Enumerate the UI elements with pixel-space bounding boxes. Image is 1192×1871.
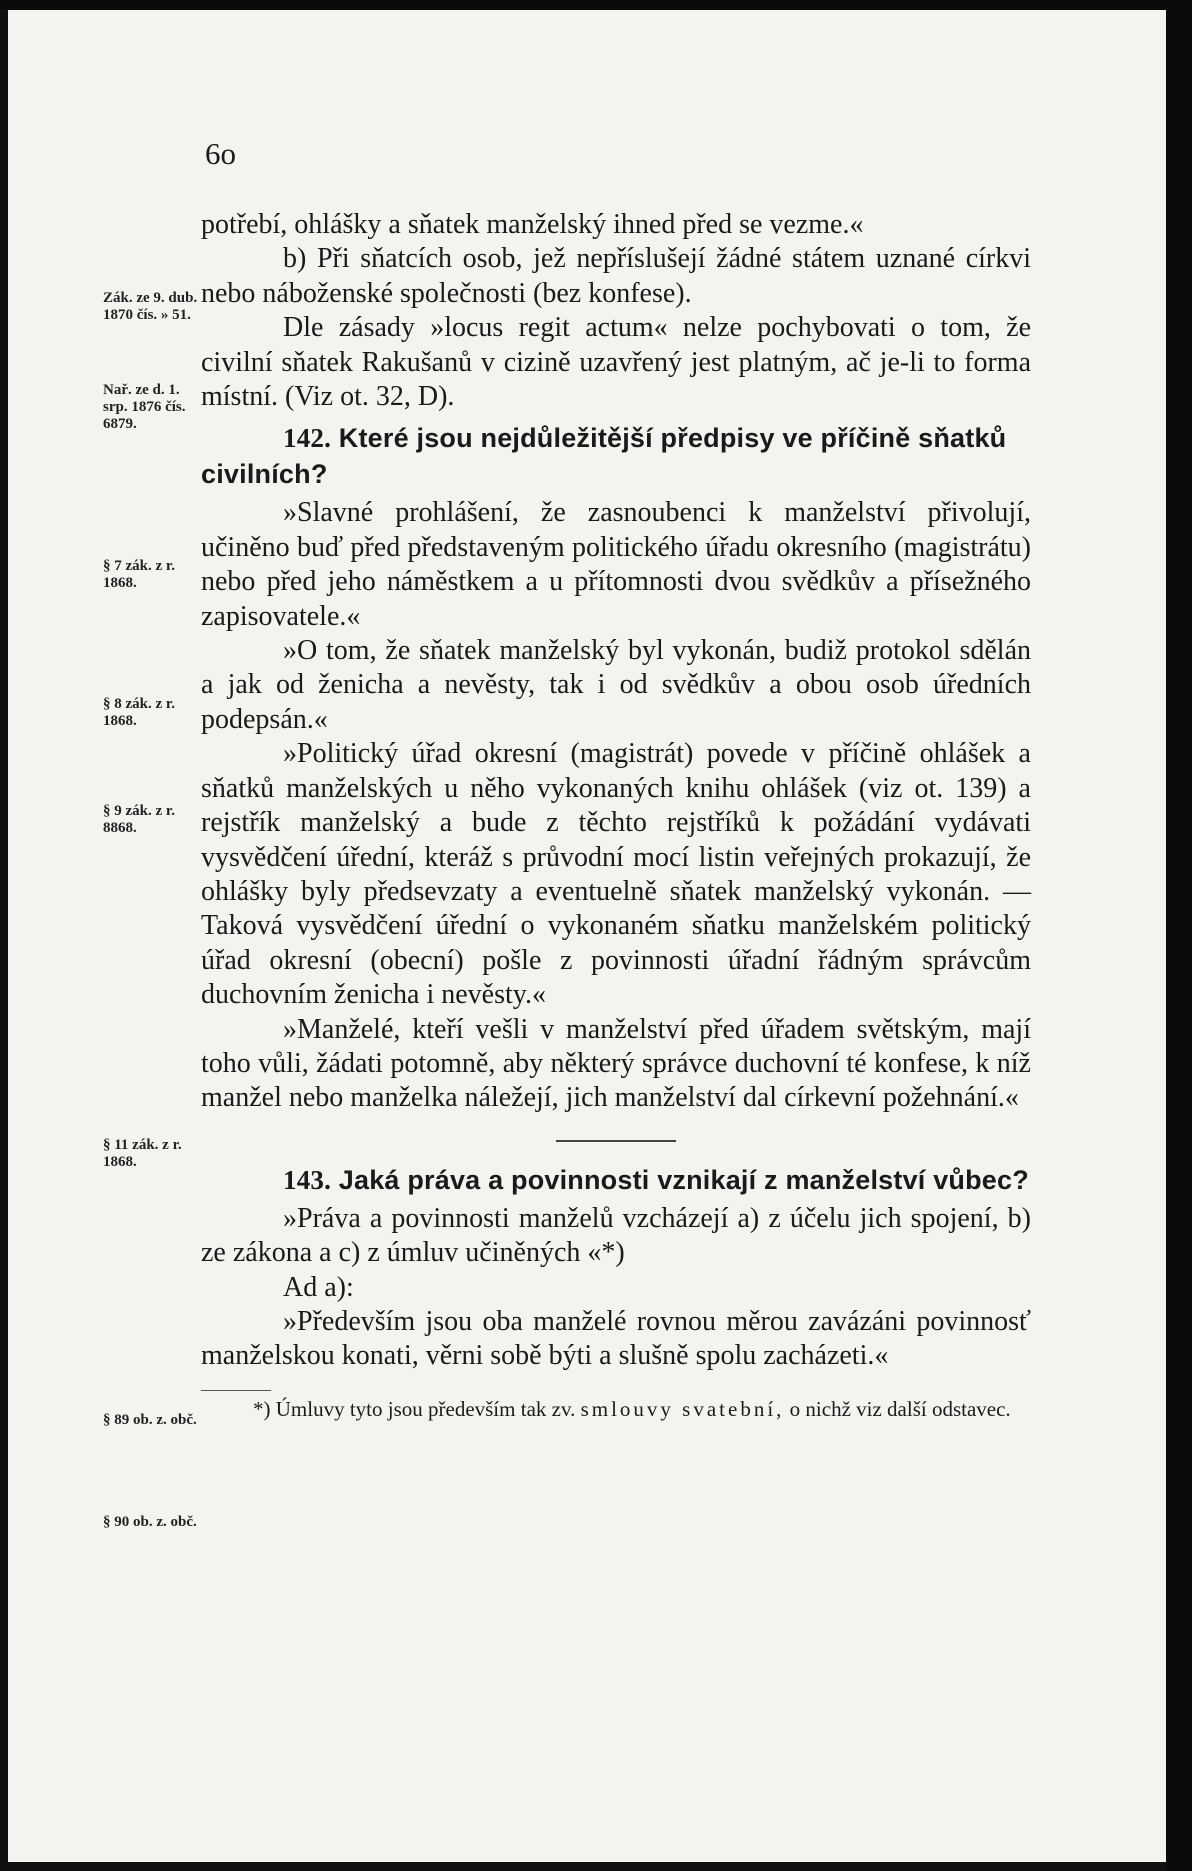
heading-142 <box>201 420 1031 492</box>
page-number: 6o <box>205 136 236 171</box>
margin-note-nar-1876: Nař. ze d. 1. srp. 1876 čís. 6879. <box>103 382 186 432</box>
footnote-text-a: *) Úmluvy tyto jsou především tak zv. <box>253 1396 576 1421</box>
paragraph-ad-a: Ad a): <box>283 1271 354 1303</box>
margin-note-par7: § 7 zák. z r. 1868. <box>103 558 175 591</box>
paragraph-par89: »Práva a povinnosti manželů vzcházejí a) z účelu jich spojení, b) ze zákona a c) z úmluv učiněných «*) <box>201 1202 1031 1269</box>
paragraph-locus-regit: Dle zásady »locus regit actum« nelze pochybovati o tom, že civilní sňatek Rakušanů v cizině uzavřený jest platným, ač je-li to forma místní. (Viz ot. 32, D). <box>201 312 1031 413</box>
page-body <box>201 208 1031 1422</box>
heading-143-number: 143. <box>283 1164 332 1195</box>
margin-note-par89: § 89 ob. z. obč. <box>103 1412 197 1428</box>
heading-142-number: 142. <box>283 423 332 454</box>
paragraph-par90: »Především jsou oba manželé rovnou měrou zavázáni povinnosť manželskou konati, věrni sobě býti a slušně spolu zacházeti.« <box>201 1305 1031 1372</box>
heading-143-text: Jaká práva a povinnosti vznikají z manželství vůbec? <box>338 1164 1029 1195</box>
heading-142-text: Které jsou nejdůležitější předpisy ve příčině sňatků civilních? <box>201 423 1007 490</box>
paragraph-par7: »Slavné prohlášení, že zasnoubenci k manželství přivolují, učiněno buď před představeným politického úřadu okresního (magistrátu) nebo před jeho náměstkem a u přítomnosti dvou svědkův a přísežného zapisovatele.« <box>201 497 1031 632</box>
paragraph-par8: »O tom, že sňatek manželský byl vykonán, budiž protokol sdělán a jak od ženicha a nevěsty, tak i od svědkův a obou osob úředních podepsán.« <box>201 635 1031 735</box>
section-divider <box>556 1140 676 1142</box>
footnote-text-c: o nichž viz další odstavec. <box>789 1396 1011 1421</box>
margin-note-par90: § 90 ob. z. obč. <box>103 1514 197 1530</box>
margin-note-par8: § 8 zák. z r. 1868. <box>103 696 175 729</box>
scan-edge-right <box>1166 0 1192 1871</box>
paragraph-par11: »Manželé, kteří vešli v manželství před úřadem světským, mají toho vůli, žádati potomně, aby některý správce duchovní té konfese, k níž manžel nebo manželka náležejí, jich manželství dal církevní požehnání.« <box>201 1013 1031 1114</box>
paragraph-par9: »Politický úřad okresní (magistrát) povede v příčině ohlášek a sňatků manželských u něho vykonaných knihu ohlášek (viz ot. 139) a rejstřík manželský a bude z těchto rejstříků k požádání vydávati vysvědčení úřední, kteráž s průvodní mocí listin veřejných prokazují, že ohlášky byly předsevzaty a eventuelně sňatek manželský vykonán. — Taková vysvědčení úřední o vykonaném sňatku manželském politický úřad okresní (obecní) pošle z povinnosti úřadní řádným správcům duchovním ženicha i nevěsty.« <box>201 738 1031 1011</box>
footnote-text-spaced: smlouvy svatební, <box>580 1396 785 1421</box>
scan-edge-top <box>0 0 1192 10</box>
paragraph-b: b) Při sňatcích osob, jež nepříslušejí žádné státem uznané církvi nebo náboženské společnosti (bez konfese). <box>201 243 1031 309</box>
paragraph-continued: potřebí, ohlášky a sňatek manželský ihned před se vezme.« <box>201 209 864 240</box>
margin-note-par11: § 11 zák. z r. 1868. <box>103 1137 182 1170</box>
margin-note-par9: § 9 zák. z r. 8868. <box>103 803 175 836</box>
heading-143 <box>201 1162 1031 1198</box>
footnote <box>201 1397 1031 1422</box>
margin-note-zak-1870: Zák. ze 9. dub. 1870 čís. » 51. <box>103 290 198 323</box>
footnote-divider <box>201 1390 271 1391</box>
